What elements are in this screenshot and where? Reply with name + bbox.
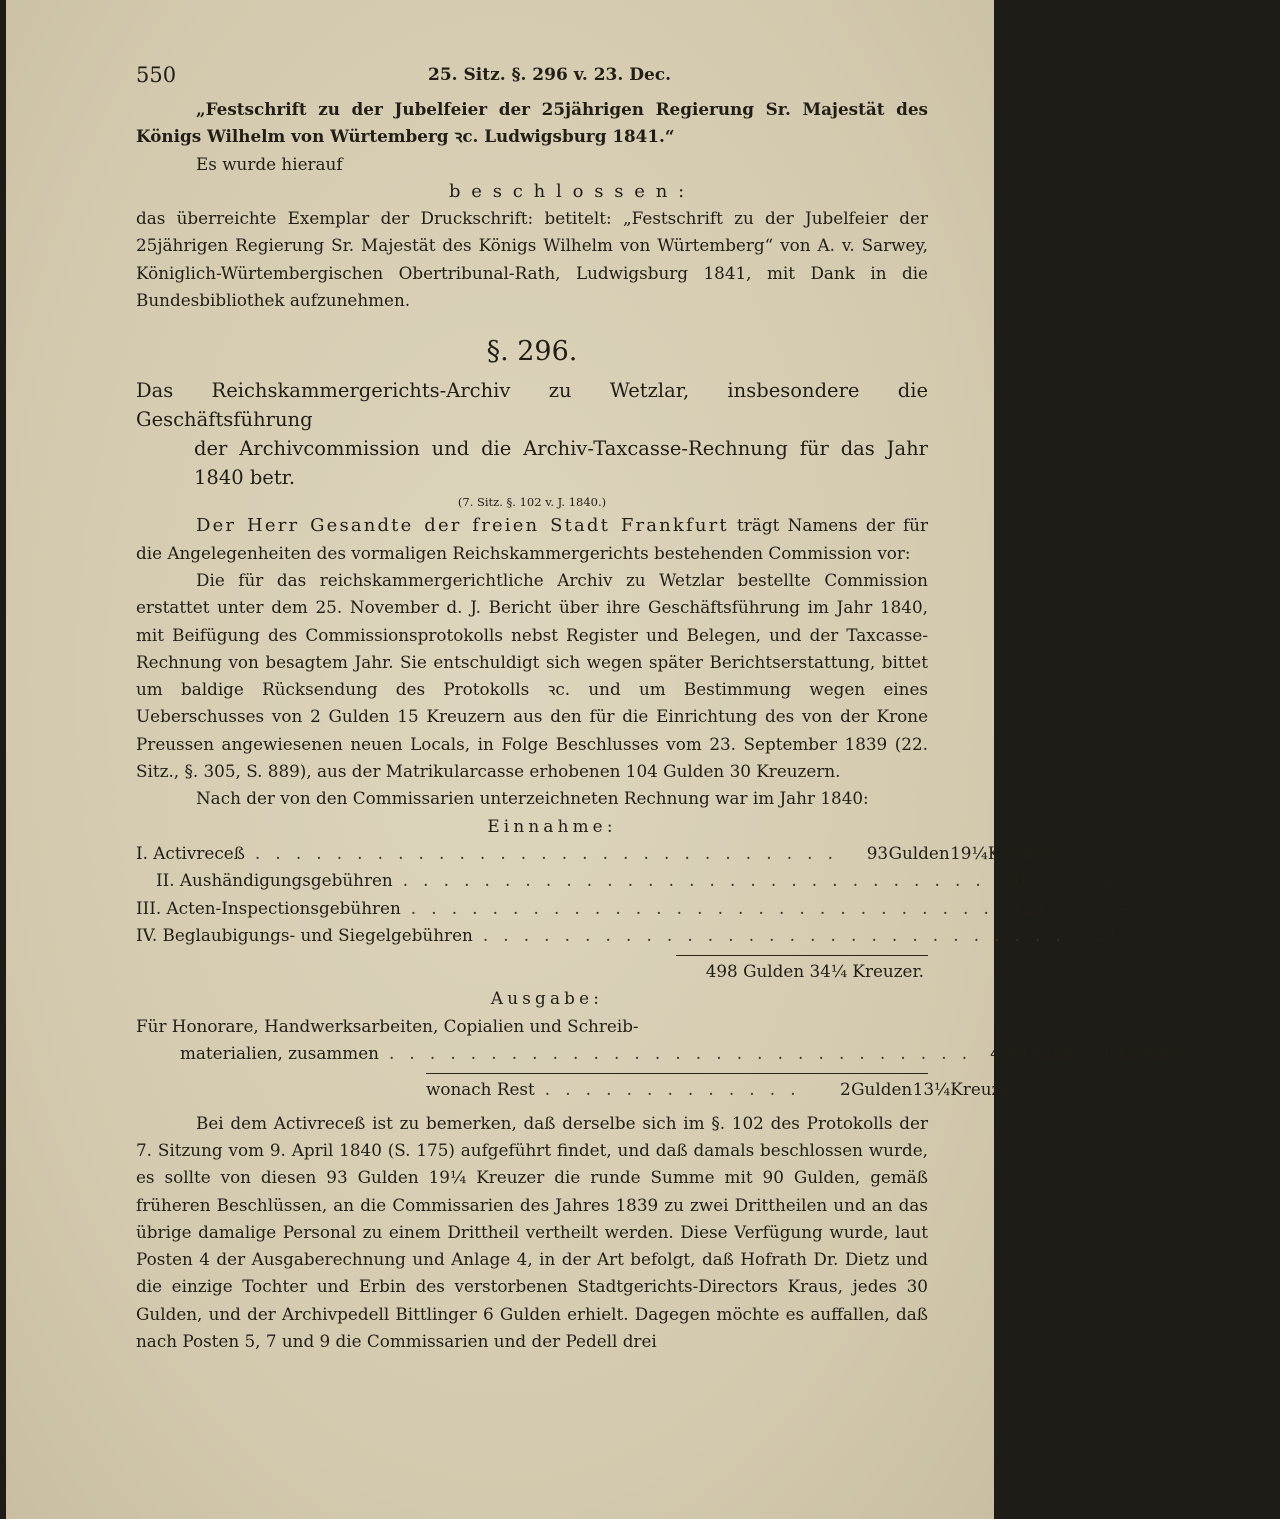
income-label: IV. Beglaubigungs- und Siegelgebühren bbox=[136, 924, 473, 945]
lead-speaker: Der Herr Gesandte der freien Stadt Frankfurt bbox=[196, 515, 729, 537]
expense-unit-gulden: Gulden bbox=[1022, 1043, 1084, 1064]
income-row bbox=[136, 922, 1280, 949]
expense-gulden: 496 bbox=[990, 1043, 1023, 1064]
income-row bbox=[136, 867, 1200, 894]
running-title: 25. Sitz. §. 296 v. 23. Dec. bbox=[428, 65, 672, 85]
expense-unit-kreuzer: Kreuzer, bbox=[1118, 1043, 1190, 1064]
closing-paragraph: Bei dem Activreceß ist zu bemerken, daß derselbe sich im §. 102 des Protokolls der 7. Sitzung vom 9. April 1840 (S. 175) aufgeführt findet, und daß damals beschlossen wurde, es sollte von diesen 93 Gulden 19¼ Kreuzer die runde Summe mit 90 Gulden, gemäß früheren Beschlüssen, an die Commissarien des Jahres 1839 zu zwei Drittheilen und an das übrige damalige Personal zu einem Drittheil vertheilt werden. Diese Verfügung wurde, laut Posten 4 der Ausgaberechnung und Anlage 4, in der Art befolgt, daß Hofrath Dr. Dietz und die einzige Tochter und Erbin des verstorbenen Stadtgerichts-Directors Kraus, jedes 30 Gulden, und der Archivpedell Bittlinger 6 Gulden erhielt. Dagegen möchte es auffallen, daß nach Posten 5, 7 und 9 die Commissarien und der Pedell drei bbox=[136, 1112, 928, 1351]
expense-heading: Ausgabe: bbox=[490, 988, 604, 1009]
income-label: I. Activreceß bbox=[136, 842, 245, 863]
leader-dots: ............................. bbox=[410, 897, 1004, 918]
section-title-line-2: der Archivcommission und die Archiv-Taxcasse-Rechnung für das Jahr 1840 betr. bbox=[194, 437, 928, 490]
expense-kreuzer: 21 bbox=[1090, 1043, 1112, 1064]
section-number: §. 296. bbox=[486, 336, 578, 368]
income-unit-gulden: „ bbox=[1062, 870, 1072, 891]
section-reference: (7. Sitz. §. 102 v. J. 1840.) bbox=[457, 495, 607, 510]
income-unit-kreuzer: „ bbox=[1199, 897, 1208, 918]
remainder-kreuzer: 13¼ bbox=[912, 1079, 951, 1100]
income-label: II. Aushändigungsgebühren bbox=[156, 870, 393, 891]
income-unit-kreuzer: „ bbox=[1271, 924, 1280, 945]
leader-dots: ............. bbox=[544, 1079, 811, 1100]
leader-dots: ............................. bbox=[482, 924, 1076, 945]
leader-dots: ............................. bbox=[388, 1043, 983, 1064]
income-kreuzer: 19¼ bbox=[950, 842, 988, 863]
income-gulden: 22 bbox=[1094, 924, 1116, 945]
remainder-row bbox=[136, 1076, 1022, 1103]
income-kreuzer: 45 bbox=[1104, 870, 1126, 891]
income-unit-gulden: „ bbox=[1070, 897, 1080, 918]
remainder-unit-gulden: Gulden bbox=[851, 1079, 913, 1100]
sum-rule bbox=[676, 955, 928, 956]
income-label: III. Acten-Inspectionsgebühren bbox=[136, 897, 401, 918]
income-heading: Einnahme: bbox=[487, 815, 617, 836]
resolution-text: das überreichte Exemplar der Druckschrift: betitelt: „Festschrift zu der Jubelfeier der 25jährigen Regierung Sr. Majestät des Königs Wilhelm von Würtemberg“ von A. v. Sarwey, Königlich-Würtembergischen Obertribunal-Rath, Ludwigsburg 1841, mit Dank in die Bundesbibliothek aufzunehmen. bbox=[136, 208, 928, 311]
expense-row bbox=[136, 1040, 1190, 1067]
expense-line-1: Für Honorare, Handwerksarbeiten, Copialien und Schreib- bbox=[136, 1015, 639, 1036]
page-number: 550 bbox=[136, 63, 177, 87]
section-title-line-1: Das Reichskammergerichts-Archiv zu Wetzlar, insbesondere die Geschäftsführung bbox=[136, 379, 928, 432]
income-gulden: 93 bbox=[866, 842, 889, 863]
income-table bbox=[136, 840, 1280, 949]
remainder-label: wonach Rest bbox=[426, 1079, 535, 1100]
lead-rest: trägt Namens der für die Angelegenheiten des vormaligen Reichskammergerichts bestehenden Commission vor: bbox=[136, 515, 928, 563]
income-kreuzer: 30 bbox=[1184, 924, 1206, 945]
expense-label: materialien, zusammen bbox=[180, 1043, 379, 1064]
income-kreuzer: — bbox=[1114, 897, 1132, 918]
income-gulden: 120 bbox=[1011, 897, 1044, 918]
income-row bbox=[136, 895, 1208, 922]
income-unit-gulden: Gulden bbox=[888, 842, 950, 863]
remainder-gulden: 2 bbox=[839, 1079, 851, 1100]
page-content bbox=[136, 62, 1280, 1355]
income-total: 498 Gulden 34¼ Kreuzer. bbox=[705, 961, 924, 982]
income-unit-kreuzer: „ bbox=[1191, 870, 1200, 891]
page-header bbox=[136, 62, 928, 96]
income-row bbox=[136, 840, 1060, 867]
income-unit-gulden: „ bbox=[1142, 924, 1152, 945]
income-unit-kreuzer: Kreuzer, bbox=[987, 842, 1060, 863]
leader-dots: ............................. bbox=[254, 842, 849, 863]
remainder-unit-kreuzer: Kreuzer. bbox=[950, 1079, 1022, 1100]
sum-rule bbox=[426, 1073, 928, 1074]
book-title-quote: „Festschrift zu der Jubelfeier der 25jährigen Regierung Sr. Majestät des Königs Wilhelm von Würtemberg ꝛc. Ludwigsburg 1841.“ bbox=[136, 99, 928, 147]
leader-dots: ............................. bbox=[402, 870, 996, 891]
income-gulden: 262 bbox=[1003, 870, 1036, 891]
resolution-keyword: beschlossen: bbox=[448, 180, 696, 202]
document-page bbox=[6, 0, 1280, 1519]
accounts-intro: Nach der von den Commissarien unterzeichneten Rechnung war im Jahr 1840: bbox=[196, 788, 869, 809]
report-paragraph: Die für das reichskammergerichtliche Archiv zu Wetzlar bestellte Commission erstattet unter dem 25. November d. J. Bericht über ihre Geschäftsführung im Jahr 1840, mit Beifügung des Commissionsprotokolls nebst Register und Belegen, und der Taxcasse-Rechnung von besagtem Jahr. Sie entschuldigt sich wegen später Berichtserstattung, bittet um baldige Rücksendung des Protokolls ꝛc. und um Bestimmung wegen eines Ueberschusses von 2 Gulden 15 Kreuzern aus den für die Einrichtung des von der Krone Preussen angewiesenen neuen Locals, in Folge Beschlusses vom 23. September 1839 (22. Sitz., §. 305, S. 889), aus der Matrikularcasse erhobenen 104 Gulden 30 Kreuzern. bbox=[136, 569, 928, 782]
intro-text: Es wurde hierauf bbox=[196, 153, 343, 174]
lead-paragraph bbox=[136, 512, 928, 567]
